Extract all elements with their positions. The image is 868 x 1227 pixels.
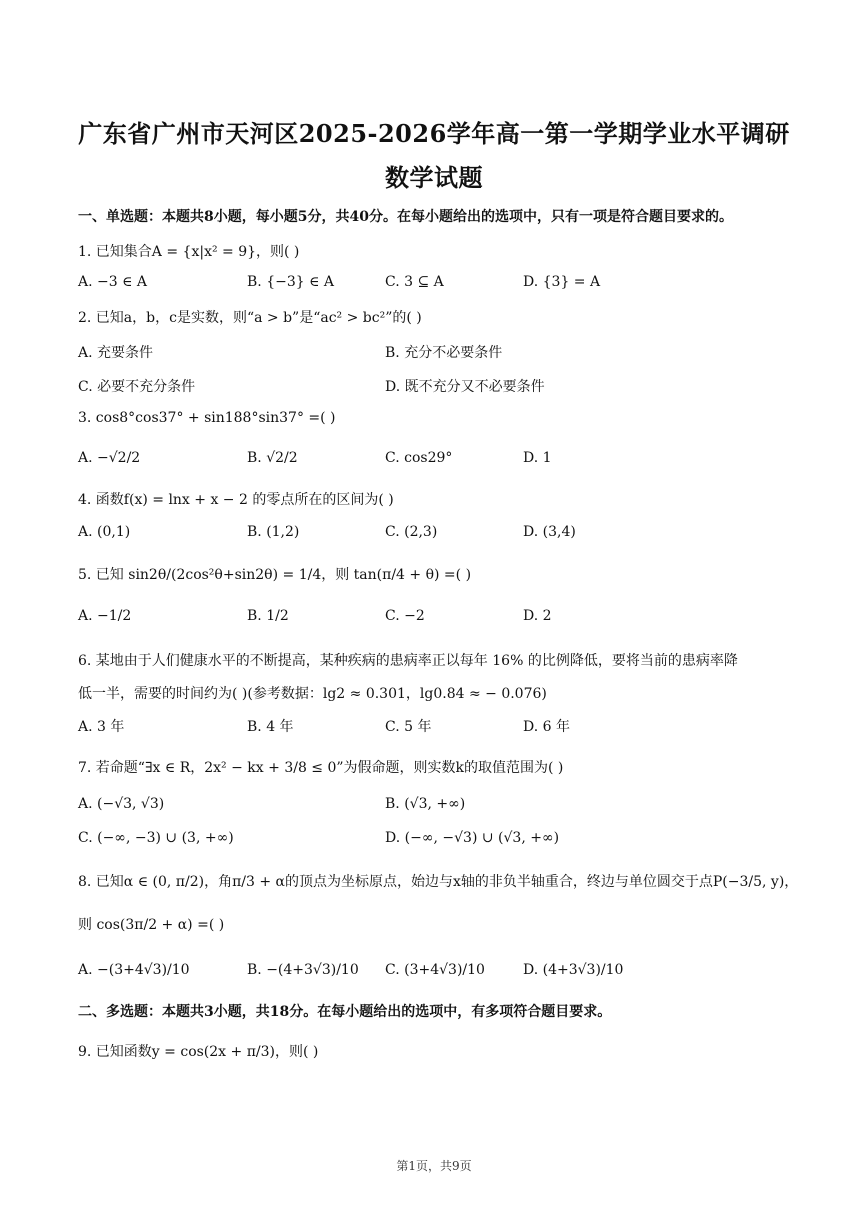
- option: B. 4 年: [247, 719, 294, 735]
- option: C. (3+4√3)/10: [385, 962, 485, 978]
- option: A. 充要条件: [78, 345, 154, 361]
- option: B. (1,2): [247, 524, 300, 540]
- option: B. (√3, +∞): [385, 796, 466, 812]
- option: C. 5 年: [385, 719, 432, 735]
- option: D. 既不充分又不必要条件: [385, 379, 545, 395]
- question-stem: 6. 某地由于人们健康水平的不断提高，某种疾病的患病率正以每年 16% 的比例降低，要将当前的患病率降: [78, 653, 738, 669]
- question-stem: 7. 若命题“∃x ∈ R，2x² − kx + 3/8 ≤ 0”为假命题，则实数k的取值范围为( ): [78, 760, 564, 776]
- option: D. (−∞, −√3) ∪ (√3, +∞): [385, 830, 560, 846]
- option: C. −2: [385, 608, 425, 624]
- question-stem: 2. 已知a，b，c是实数，则“a > b”是“ac² > bc²”的( ): [78, 310, 422, 326]
- option: D. {3} = A: [523, 274, 601, 290]
- option: D. 2: [523, 608, 552, 624]
- option: A. −3 ∈ A: [78, 274, 148, 290]
- option: A. (−√3, √3): [78, 796, 165, 812]
- page-subtitle: 数学试题: [385, 163, 483, 192]
- page-footer: 第1页，共9页: [396, 1159, 472, 1173]
- option: A. −√2/2: [78, 450, 141, 466]
- option: C. 必要不充分条件: [78, 379, 196, 395]
- section-header-multiple-choice: 二、多选题：本题共3小题，共18分。在每小题给出的选项中，有多项符合题目要求。: [78, 1004, 612, 1020]
- option: B. {−3} ∈ A: [247, 274, 335, 290]
- option: D. (4+3√3)/10: [523, 962, 624, 978]
- question-stem: 8. 已知α ∈ (0, π/2)，角π/3 + α的顶点为坐标原点，始边与x轴的非负半轴重合，终边与单位圆交于点P(−3/5, y)，: [78, 874, 799, 890]
- question-stem-continued: 则 cos(3π/2 + α) =( ): [78, 917, 225, 933]
- question-stem: 5. 已知 sin2θ/(2cos²θ+sin2θ) = 1/4，则 tan(π/4 + θ) =( ): [78, 567, 472, 583]
- option: D. (3,4): [523, 524, 576, 540]
- question-stem: 9. 已知函数y = cos(2x + π/3)，则( ): [78, 1044, 319, 1060]
- page-title: 广东省广州市天河区2025-2026学年高一第一学期学业水平调研: [78, 119, 790, 148]
- question-stem: 3. cos8°cos37° + sin188°sin37° =( ): [78, 410, 336, 426]
- option: A. −1/2: [78, 608, 132, 624]
- option: B. √2/2: [247, 450, 298, 466]
- option: D. 6 年: [523, 719, 570, 735]
- option: A. (0,1): [78, 524, 131, 540]
- option: C. 3 ⊆ A: [385, 274, 444, 290]
- option: C. (−∞, −3) ∪ (3, +∞): [78, 830, 234, 846]
- option: C. (2,3): [385, 524, 438, 540]
- option: B. 充分不必要条件: [385, 345, 503, 361]
- section-header-single-choice: 一、单选题：本题共8小题，每小题5分，共40分。在每小题给出的选项中，只有一项是符合题目要求的。: [78, 209, 733, 225]
- option: B. 1/2: [247, 608, 289, 624]
- question-stem: 1. 已知集合A = {x|x² = 9}，则( ): [78, 244, 300, 260]
- option: C. cos29°: [385, 450, 453, 466]
- option: B. −(4+3√3)/10: [247, 962, 359, 978]
- option: A. −(3+4√3)/10: [78, 962, 190, 978]
- option: D. 1: [523, 450, 552, 466]
- option: A. 3 年: [78, 719, 125, 735]
- question-stem: 4. 函数f(x) = lnx + x − 2 的零点所在的区间为( ): [78, 492, 394, 508]
- question-stem-continued: 低一半，需要的时间约为( )(参考数据：lg2 ≈ 0.301，lg0.84 ≈ − 0.076): [78, 686, 547, 702]
